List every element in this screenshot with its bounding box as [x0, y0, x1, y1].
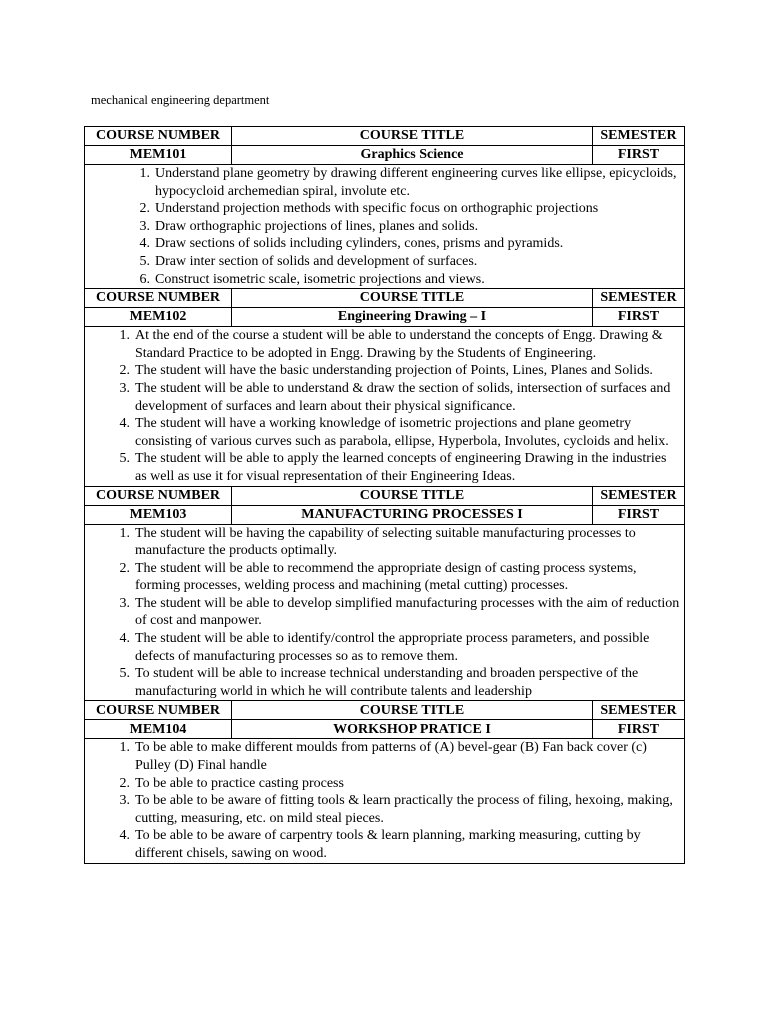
outcome-item: 4. The student will have a working knowledge of isometric projections and plane geometry consisting of various curves such as parabola, ellipse, Hyperbola, Involutes, cycloids and helix.	[119, 416, 669, 449]
outcomes-row	[85, 165, 685, 289]
outcome-item: 4. Draw sections of solids including cylinders, cones, prisms and pyramids.	[139, 236, 564, 252]
outcome-item: 2. The student will be able to recommend the appropriate design of casting process systems, forming processes, welding process and machining (metal cutting) processes.	[119, 560, 637, 594]
semester-header: SEMESTER	[593, 486, 685, 505]
course-title: Engineering Drawing – I	[232, 308, 593, 327]
outcome-item: 1. At the end of the course a student will be able to understand the concepts of Engg. Drawing & Standard Practice to be adopted in Engg. Drawing by the Students of Engineering.	[119, 328, 663, 361]
course-title: MANUFACTURING PROCESSES I	[232, 505, 593, 524]
course-number-header: COURSE NUMBER	[85, 486, 232, 505]
outcome-item: 2. Understand projection methods with specific focus on orthographic projections	[139, 201, 599, 217]
course-title-header: COURSE TITLE	[232, 486, 593, 505]
outcomes-row	[85, 524, 685, 701]
outcome-item: 6. Construct isometric scale, isometric projections and views.	[139, 271, 485, 287]
outcome-item: 3. The student will be able to understand & draw the section of solids, intersection of surfaces and development of surfaces and learn about their physical significance.	[119, 380, 671, 414]
outcomes-cell	[85, 165, 685, 289]
course-title-header: COURSE TITLE	[232, 701, 593, 720]
outcomes-list	[85, 327, 680, 485]
outcomes-list	[85, 739, 680, 862]
course-title-header: COURSE TITLE	[232, 289, 593, 308]
header-row	[85, 289, 685, 308]
course-title-header: COURSE TITLE	[232, 127, 593, 146]
outcome-item: 3. The student will be able to develop simplified manufacturing processes with the aim of reduction of cost and manpower.	[119, 595, 680, 629]
course-row	[85, 308, 685, 327]
outcome-item: 3. To be able to be aware of fitting tools & learn practically the process of filing, hexoing, making, cutting, measuring, etc. on mild steal pieces.	[119, 793, 673, 826]
outcomes-row	[85, 327, 685, 486]
course-number: MEM102	[85, 308, 232, 327]
outcome-item: 5. Draw inter section of solids and development of surfaces.	[139, 253, 478, 269]
header-row	[85, 127, 685, 146]
course-row	[85, 505, 685, 524]
course-semester: FIRST	[593, 146, 685, 165]
outcome-item: 5. The student will be able to apply the learned concepts of engineering Drawing in the industries as well as use it for visual representation of their Engineering Ideas.	[119, 451, 667, 484]
department-heading: mechanical engineering department	[91, 93, 270, 107]
outcome-item: 4. The student will be able to identify/control the appropriate process parameters, and possible defects of manufacturing processes so as to remove them.	[119, 631, 650, 664]
outcomes-cell	[85, 327, 685, 486]
outcomes-cell	[85, 739, 685, 863]
course-semester: FIRST	[593, 720, 685, 739]
course-semester: FIRST	[593, 505, 685, 524]
course-row	[85, 146, 685, 165]
outcome-item: 3. Draw orthographic projections of lines, planes and solids.	[139, 218, 479, 234]
outcome-item: 2. To be able to practice casting process	[119, 775, 344, 791]
outcome-item: 1. Understand plane geometry by drawing different engineering curves like ellipse, epicycloids, hypocycloid archemedian spiral, involute etc.	[139, 166, 677, 199]
semester-header: SEMESTER	[593, 289, 685, 308]
course-number: MEM103	[85, 505, 232, 524]
course-number: MEM104	[85, 720, 232, 739]
course-outcomes-table	[84, 126, 685, 864]
course-number-header: COURSE NUMBER	[85, 127, 232, 146]
course-title: WORKSHOP PRATICE I	[232, 720, 593, 739]
outcome-item: 2. The student will have the basic understanding projection of Points, Lines, Planes and Solids.	[119, 363, 653, 379]
outcomes-list	[85, 525, 680, 701]
course-title: Graphics Science	[232, 146, 593, 165]
course-semester: FIRST	[593, 308, 685, 327]
course-number-header: COURSE NUMBER	[85, 701, 232, 720]
outcome-item: 1. The student will be having the capability of selecting suitable manufacturing processes to manufacture the products optimally.	[119, 525, 636, 559]
course-number-header: COURSE NUMBER	[85, 289, 232, 308]
outcome-item: 4. To be able to be aware of carpentry tools & learn planning, marking measuring, cutting by different chisels, sawing on wood.	[119, 828, 641, 861]
semester-header: SEMESTER	[593, 701, 685, 720]
course-number: MEM101	[85, 146, 232, 165]
semester-header: SEMESTER	[593, 127, 685, 146]
header-row	[85, 701, 685, 720]
header-row	[85, 486, 685, 505]
outcomes-cell	[85, 524, 685, 701]
course-row	[85, 720, 685, 739]
outcome-item: 1. To be able to make different moulds from patterns of (A) bevel-gear (B) Fan back cover (c) Pulley (D) Final handle	[119, 740, 647, 774]
outcomes-row	[85, 739, 685, 863]
outcome-item: 5. To student will be able to increase technical understanding and broaden perspective of the manufacturing world in which he will contribute talents and leadership	[119, 666, 639, 699]
outcomes-list	[85, 165, 680, 288]
